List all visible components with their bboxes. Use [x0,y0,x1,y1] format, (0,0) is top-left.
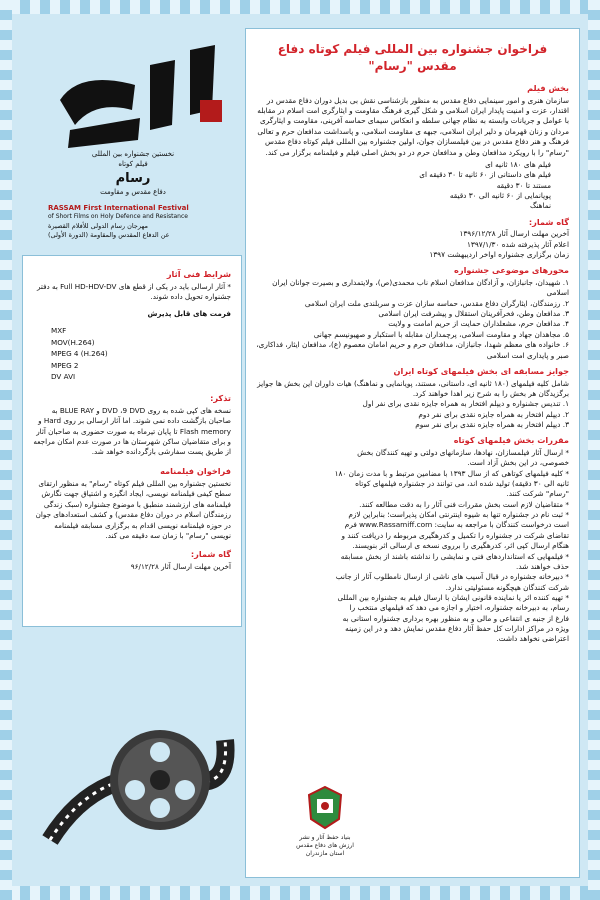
logo-small-line-2: فیلم کوتاه [118,159,148,168]
main-panel [245,28,580,878]
format-item: DV AVI [51,372,76,382]
film-section-body: سازمان هنری و امور سینمایی دفاع مقدس به منظور بازشناسی نقش بی بدیل دوران دفاع مقدس در اقتدار، عزت و امنیت پایدار ایران اسلامی و شکل گیری فرهنگ مقاومت و ایثارگری امت اسلام در مقابله با عوامل و جریانات وابسته به نظام جهانی سلطه و انعکاس سیمای حماسه آفرینی، مقاومت و ایثارگری مردان و زنان قهرمان و دلیر ایران اسلامی، جبهه ی مقاومت اسلامی، و پاسداشت مدافعان حرم و تعالی فرهنگ و هنر دفاع مقدس در بین فیلمسازان جوان، اولین جشنواره بین المللی فیلم کوتاه دفاع مقدس "رسام" را با رویکرد مدافعان وطن و مدافعان حرم در دو بخش اصلی فیلم و فیلمنامه برگزار می کند. [257,95,569,157]
list-item: * متقاضیان لازم است بخش مقررات فنی آثار را به دقت مطالعه کنند. [359,499,569,509]
emblem-line-2: ارزش های دفاع مقدس [296,841,354,849]
list-item: آخرین مهلت ارسال آثار ۱۳۹۶/۱۲/۲۸ [459,229,569,239]
topics-list [256,278,569,361]
list-item: * تهیه کننده اثر یا نماینده قانونی ایشان با ارسال فیلم به جشنواره بین المللی رسام، به دبیرخانه جشنواره، اختیار و اجازه می دهد که فیلمهای منتخب را فارغ از جنبه ی انتفاعی و مالی و به منظور بهره برداری جشنواره استانی به ویژه در مراکز ادارات کل حفظ آثار دفاع مقدس نمایش دهد و در این زمینه اعتراضی نخواهد داشت. [337,593,569,644]
dates-heading: گاه شمار: [528,216,569,227]
script-deadline: آخرین مهلت ارسال آثار ۹۶/۱۲/۲۸ [130,562,231,572]
list-item: زمان برگزاری جشنواره اواخر اردیبهشت ۱۳۹۷ [429,250,569,260]
script-dates-heading: گاه شمار: [190,549,231,560]
list-item: ۳. مدافعان وطن، فخرآفرینان استقلال و پیشرفت ایران اسلامی [378,309,569,319]
formats-list [33,325,231,383]
list-item: ۲. دیپلم افتخار به همراه جایزه نقدی برای نفر دوم [418,409,569,419]
list-item: مستند تا ۳۰ دقیقه [496,180,551,190]
rules-list [256,448,569,645]
awards-list [256,399,569,430]
list-item: ۲. رزمندگان، ایثارگران دفاع مقدس، حماسه سازان عزت و سربلندی ملت ایران اسلامی [304,298,569,308]
decorative-border-bottom [0,886,600,900]
logo-caption [48,150,218,240]
logo-arabic-sub-2: عن الدفاع المقدس والمقاومة (الدورة الأولى) [48,230,170,239]
list-item: اعلام آثار پذیرفته شده ۱۳۹۷/۱/۳۰ [467,239,569,249]
logo-en-title-1: RASSAM First International Festival [48,203,189,212]
film-section-heading: بخش فیلم [527,83,569,94]
script-body: نخستین جشنواره بین المللی فیلم کوتاه "رسام" به منظور ارتقای سطح کیفی فیلمنامه نویسی، ایجاد انگیزه و اشتیاق جهت نگارش فیلمنامه های ارزشمند منطبق با موضوع جشنواره (سبک زندگی رزمندگان اسلام در دوران دفاع مقدس) و کشف استعدادهای جوان در حوزه فیلمنامه نویسی اقدام به برگزاری مسابقه فیلمنامه نویسی "رسام" با زمان سه دقیقه می کند. [35,478,231,540]
film-reel-illustration [40,640,240,860]
format-item: MPEG 4 (H.264) [51,349,108,359]
page-title: فراخوان جشنواره بین المللی فیلم کوتاه دفاع مقدس "رسام" [277,42,548,74]
list-item: ۵. مجاهدان جهاد و مقاومت اسلامی، پرچمداران مقابله با استکبار و صهیونیسم جهانی [313,329,569,339]
note-body: نسخه های کپی شده به روی DVD ،9 DVD و BLUE RAY به صاحبان بازگشت داده نمی شوند. اما آثار ارسالی بر روی Hard و Flash memory تا پایان تیرماه به صورت حضوری به صاحبان آثار و برای متقاضیان ساکن شهرستان ها در صورت عدم امکان مراجعه از طریق پست سفارشی بازگردانده خواهد شد. [33,405,231,457]
formats-heading: فرمت های قابل پذیرش [147,308,231,318]
logo-small-line-1: نخستین جشنواره بین المللی [91,150,175,158]
emblem-line-1: بنیاد حفظ آثار و نشر [299,834,351,841]
rules-heading: مقررات بخش فیلمهای کوتاه [453,435,569,446]
list-item: ۶. خانواده های معظم شهدا، جانبازان، مدافعان حرم و حریم امامان معصوم (ع)، مدافعان ایثار، فداکاری، صبر و پایداری امت اسلامی [256,340,569,360]
rassam-calligraphy-logo [40,40,230,150]
list-item: فیلم های ۱۸۰ ثانیه ای [485,159,551,169]
list-item: * کلیه فیلمهای کوتاهی که از سال ۱۳۹۳ با مضامین مرتبط و با مدت زمان ۱۸۰ ثانیه الی ۳۰ دقیقه) تولید شده اند، می توانند در جشنواره فیلمهای کوتاه "رسام" شرکت کنند. [334,468,569,499]
emblem-line-3: استان مازندران [305,849,345,857]
dates-list [256,229,569,260]
list-item: * ارسال آثار فیلمسازان، نهادها، سازمانهای دولتی و تهیه کنندگان بخش خصوصی، در این بخش آزاد است. [357,447,569,468]
awards-heading: جوایز مسابقه ای بخش فیلمهای کوتاه ایران [393,365,569,376]
topics-heading: محورهای موضوعی جشنواره [454,265,569,276]
format-item: MOV(H.264) [51,337,95,347]
side-panel [22,255,242,627]
list-item: ۴. مدافعان حرم، مشعلداران حمایت از حریم امامت و ولایت [388,319,569,329]
tech-heading: شرایط فنی آثار [166,269,231,279]
logo-tagline: دفاع مقدس و مقاومت [100,187,166,196]
list-item: پویانمایی از ۶۰ ثانیه الی ۳۰ دقیقه [449,190,551,200]
list-item: فیلم های داستانی از ۶۰ ثانیه تا ۳۰ دقیقه ای [419,170,551,180]
note-heading: تذکر: [210,392,231,403]
logo-arabic-sub: مهرجان رسام الدولی للأفلام القصیرة [48,221,148,230]
format-item: MPEG 2 [51,360,79,370]
list-item: ۱. تندیس جشنواره و دیپلم افتخار به همراه جایزه نقدی برای نفر اول [362,399,569,409]
awards-intro: شامل کلیه فیلمهای (۱۸۰ ثانیه ای، داستانی، مستند، پویانمایی و نماهنگ) هیات داوران این بخش ها جوایز برگزیدگان هر بخش را به شرح زیر اهدا خواهند کرد. [257,378,569,398]
film-reel-icon [40,640,240,860]
logo-brand: رسام [115,170,151,186]
script-heading: فراخوان فیلمنامه [160,465,231,476]
list-item: نماهنگ [529,201,551,211]
logo-en-title-2: of Short Films on Holy Defence and Resistance [48,213,188,221]
tech-body: * آثار ارسالی باید در یکی از قطع های Full HD-HDV-DV به دفتر جشنواره تحویل داده شوند. [36,281,231,302]
decorative-border-left [0,0,12,900]
list-item: * فیلمهایی که استانداردهای فنی و نمایشی را نداشته باشند از بخش مسابقه حذف خواهند شد. [340,551,569,571]
decorative-border-right [588,0,600,900]
format-item: MXF [51,326,67,336]
foundation-emblem [285,785,365,880]
decorative-border-top [0,0,600,14]
list-item: ۱. شهیدان، جانبازان، و آزادگان مدافعان اسلام ناب محمدی(ص)، ولایتمداری و بصیرت جوانان ایران اسلامی [272,278,569,298]
list-item: * ثبت نام در جشنواره تنها به شیوه اینترنتی امکان پذیراست؛ بنابراین لازم است درخواست کنندگان با مراجعه به سایت: www.Rassamiff.com فرم تقاضای شرکت در جشنواره را تکمیل و کدرهگیری مربوطه را دریافت کنند و هنگام ارسال کپی اثر، کدرهگیری را برروی نسخه ی ارسالی اثر بنویسند. [341,510,569,551]
list-item: ۳. دیپلم افتخار به همراه جایزه نقدی برای نفر سوم [415,419,569,429]
emblem-icon [305,785,345,830]
film-types-list [256,160,551,212]
list-item: * دبیرخانه جشنواره در قبال آسیب های ناشی از ارسال نامطلوب آثار از جانب شرکت کنندگان هیچگونه مسئولیتی ندارد. [335,572,569,592]
